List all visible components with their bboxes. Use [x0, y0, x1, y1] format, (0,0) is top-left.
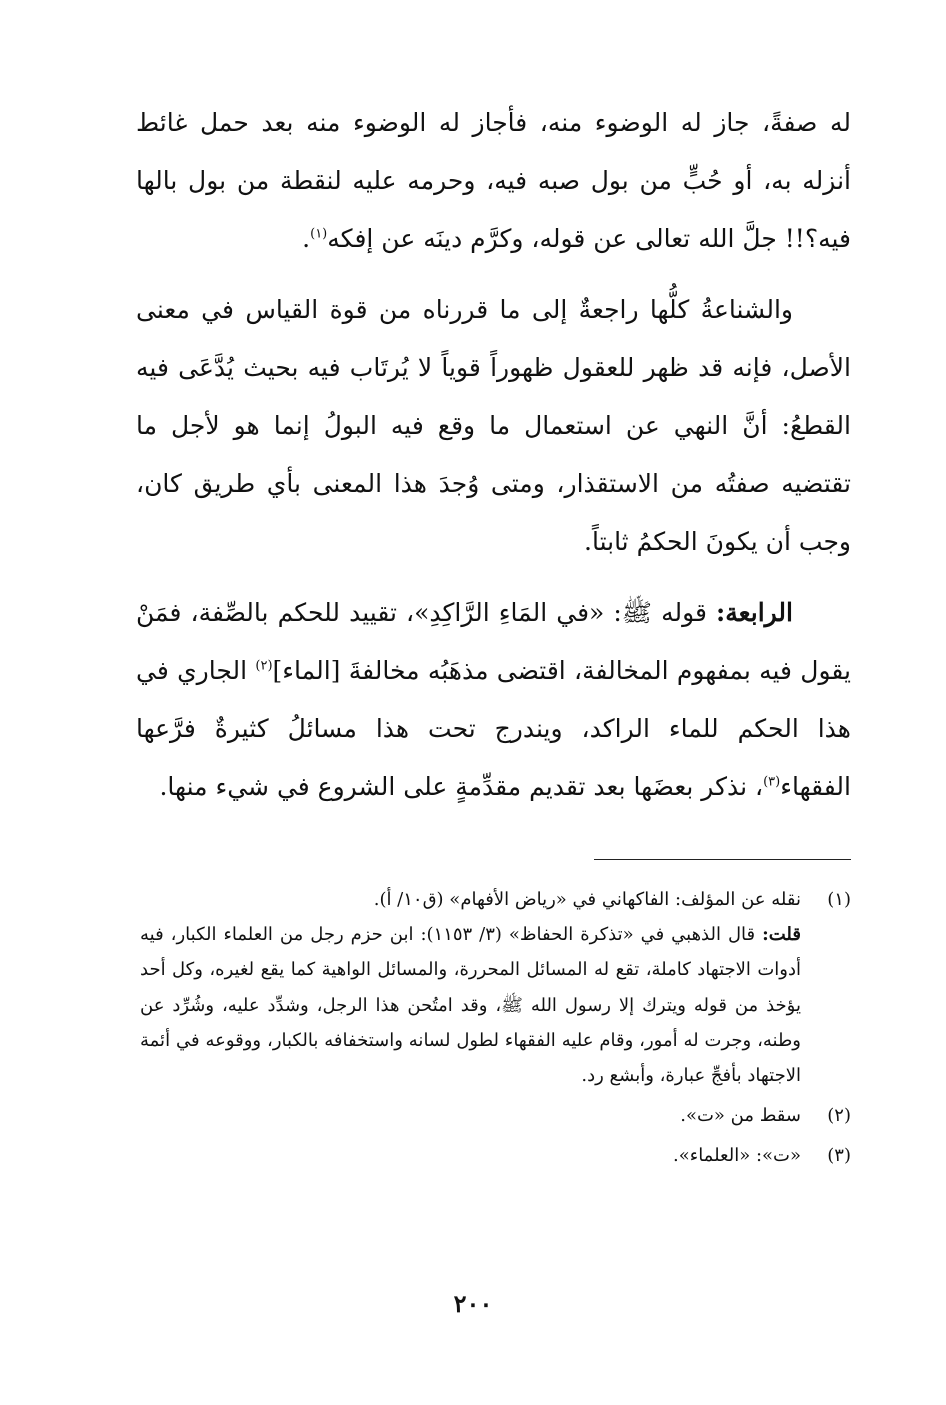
page-number: ٢٠٠: [453, 1289, 493, 1318]
paragraph-3-text-c: ، نذكر بعضَها بعد تقديم مقدِّمةٍ على الشروع في شيء منها.: [159, 771, 764, 801]
footnote-3-number: (٣): [827, 1145, 851, 1167]
footnote-1-text: قال الذهبي في «تذكرة الحفاظ» (٣/ ١١٥٣): ابن حزم رجل من العلماء الكبار، فيه أدوات الاجتهاد كاملة، تقع له المسائل المحررة، والمسائل الواهية كما يقع لغيره، وكل أحد يؤخذ من قوله ويترك إلا رسول الله ﷺ، وقد امتُحن هذا الرجل، وشدِّد عليه، وشُرِّد عن وطنه، وجرت له أمور، وقام عليه الفقهاء لطول لسانه واستخفافه بالكبار، ووقوعه في أئمة الاجتهاد بأفجِّ عبارة، وأبشع رد.: [140, 924, 801, 1087]
paragraph-3: [136, 584, 851, 815]
paragraph-1-text: له صفةً، جاز له الوضوء منه، فأجاز له الوضوء منه بعد حمل غائط أنزله به، أو حُبٍّ من بول صبه فيه، وحرمه عليه لنقطة من بول بالها فيه؟!! جلَّ الله تعالى عن قوله، وكرَّم دينَه عن إفكه: [136, 108, 851, 253]
footnote-3-body: [140, 1138, 801, 1173]
main-text: [136, 94, 851, 830]
footnote-1-line-1: نقله عن المؤلف: الفاكهاني في «رياض الأفهام» (ق١٠/ أ).: [373, 889, 801, 910]
footnote-ref-1: (١): [310, 226, 328, 242]
paragraph-3-text-a: قوله ﷺ: «في المَاءِ الرَّاكِدِ»، تقييد للحكم بالصِّفة، فمَنْ يقول فيه بمفهوم المخالفة، اقتضى مذهَبُه مخالفةَ [الماء]: [136, 598, 851, 686]
footnote-1-body: [140, 882, 801, 1093]
footnotes: [140, 882, 851, 1179]
footnote-2-number: (٢): [827, 1105, 851, 1127]
footnote-ref-2: (٢): [255, 658, 273, 674]
footnote-1: [140, 882, 851, 1093]
footnote-separator: [594, 859, 851, 860]
footnote-2-text: سقط من «ت».: [680, 1105, 801, 1127]
paragraph-2-text: والشناعةُ كلُّها راجعةٌ إلى ما قررناه من قوة القياس في معنى الأصل، فإنه قد ظهر للعقول ظهوراً قوياً لا يُرتَاب فيه بحيث يُدَّعَى فيه القطعُ: أنَّ النهي عن استعمال ما وقع فيه البولُ إنما هو لأجل ما تقتضيه صفتُه من الاستقذار، ومتى وُجدَ هذا المعنى بأي طريق كان، وجب أن يكونَ الحكمُ ثابتاً.: [136, 295, 851, 556]
paragraph-2: [136, 281, 851, 570]
footnote-1-line-2: [140, 917, 801, 1093]
paragraph-1-tail: .: [302, 223, 311, 253]
footnote-2: [140, 1098, 851, 1133]
footnote-ref-3: (٣): [763, 774, 781, 790]
footnote-3-text: «ت»: «العلماء».: [673, 1145, 801, 1167]
footnote-2-body: [140, 1098, 801, 1133]
footnote-1-lead: قلت:: [762, 924, 801, 946]
paragraph-1: [136, 94, 851, 267]
footnote-3: [140, 1138, 851, 1173]
paragraph-3-text-b: الجاري في هذا الحكم للماء الراكد، ويندرج تحت هذا مسائلُ كثيرةٌ فرَّعها الفقهاء: [136, 656, 851, 801]
paragraph-3-lead: الرابعة:: [716, 598, 793, 628]
footnote-1-number: (١): [827, 889, 851, 910]
